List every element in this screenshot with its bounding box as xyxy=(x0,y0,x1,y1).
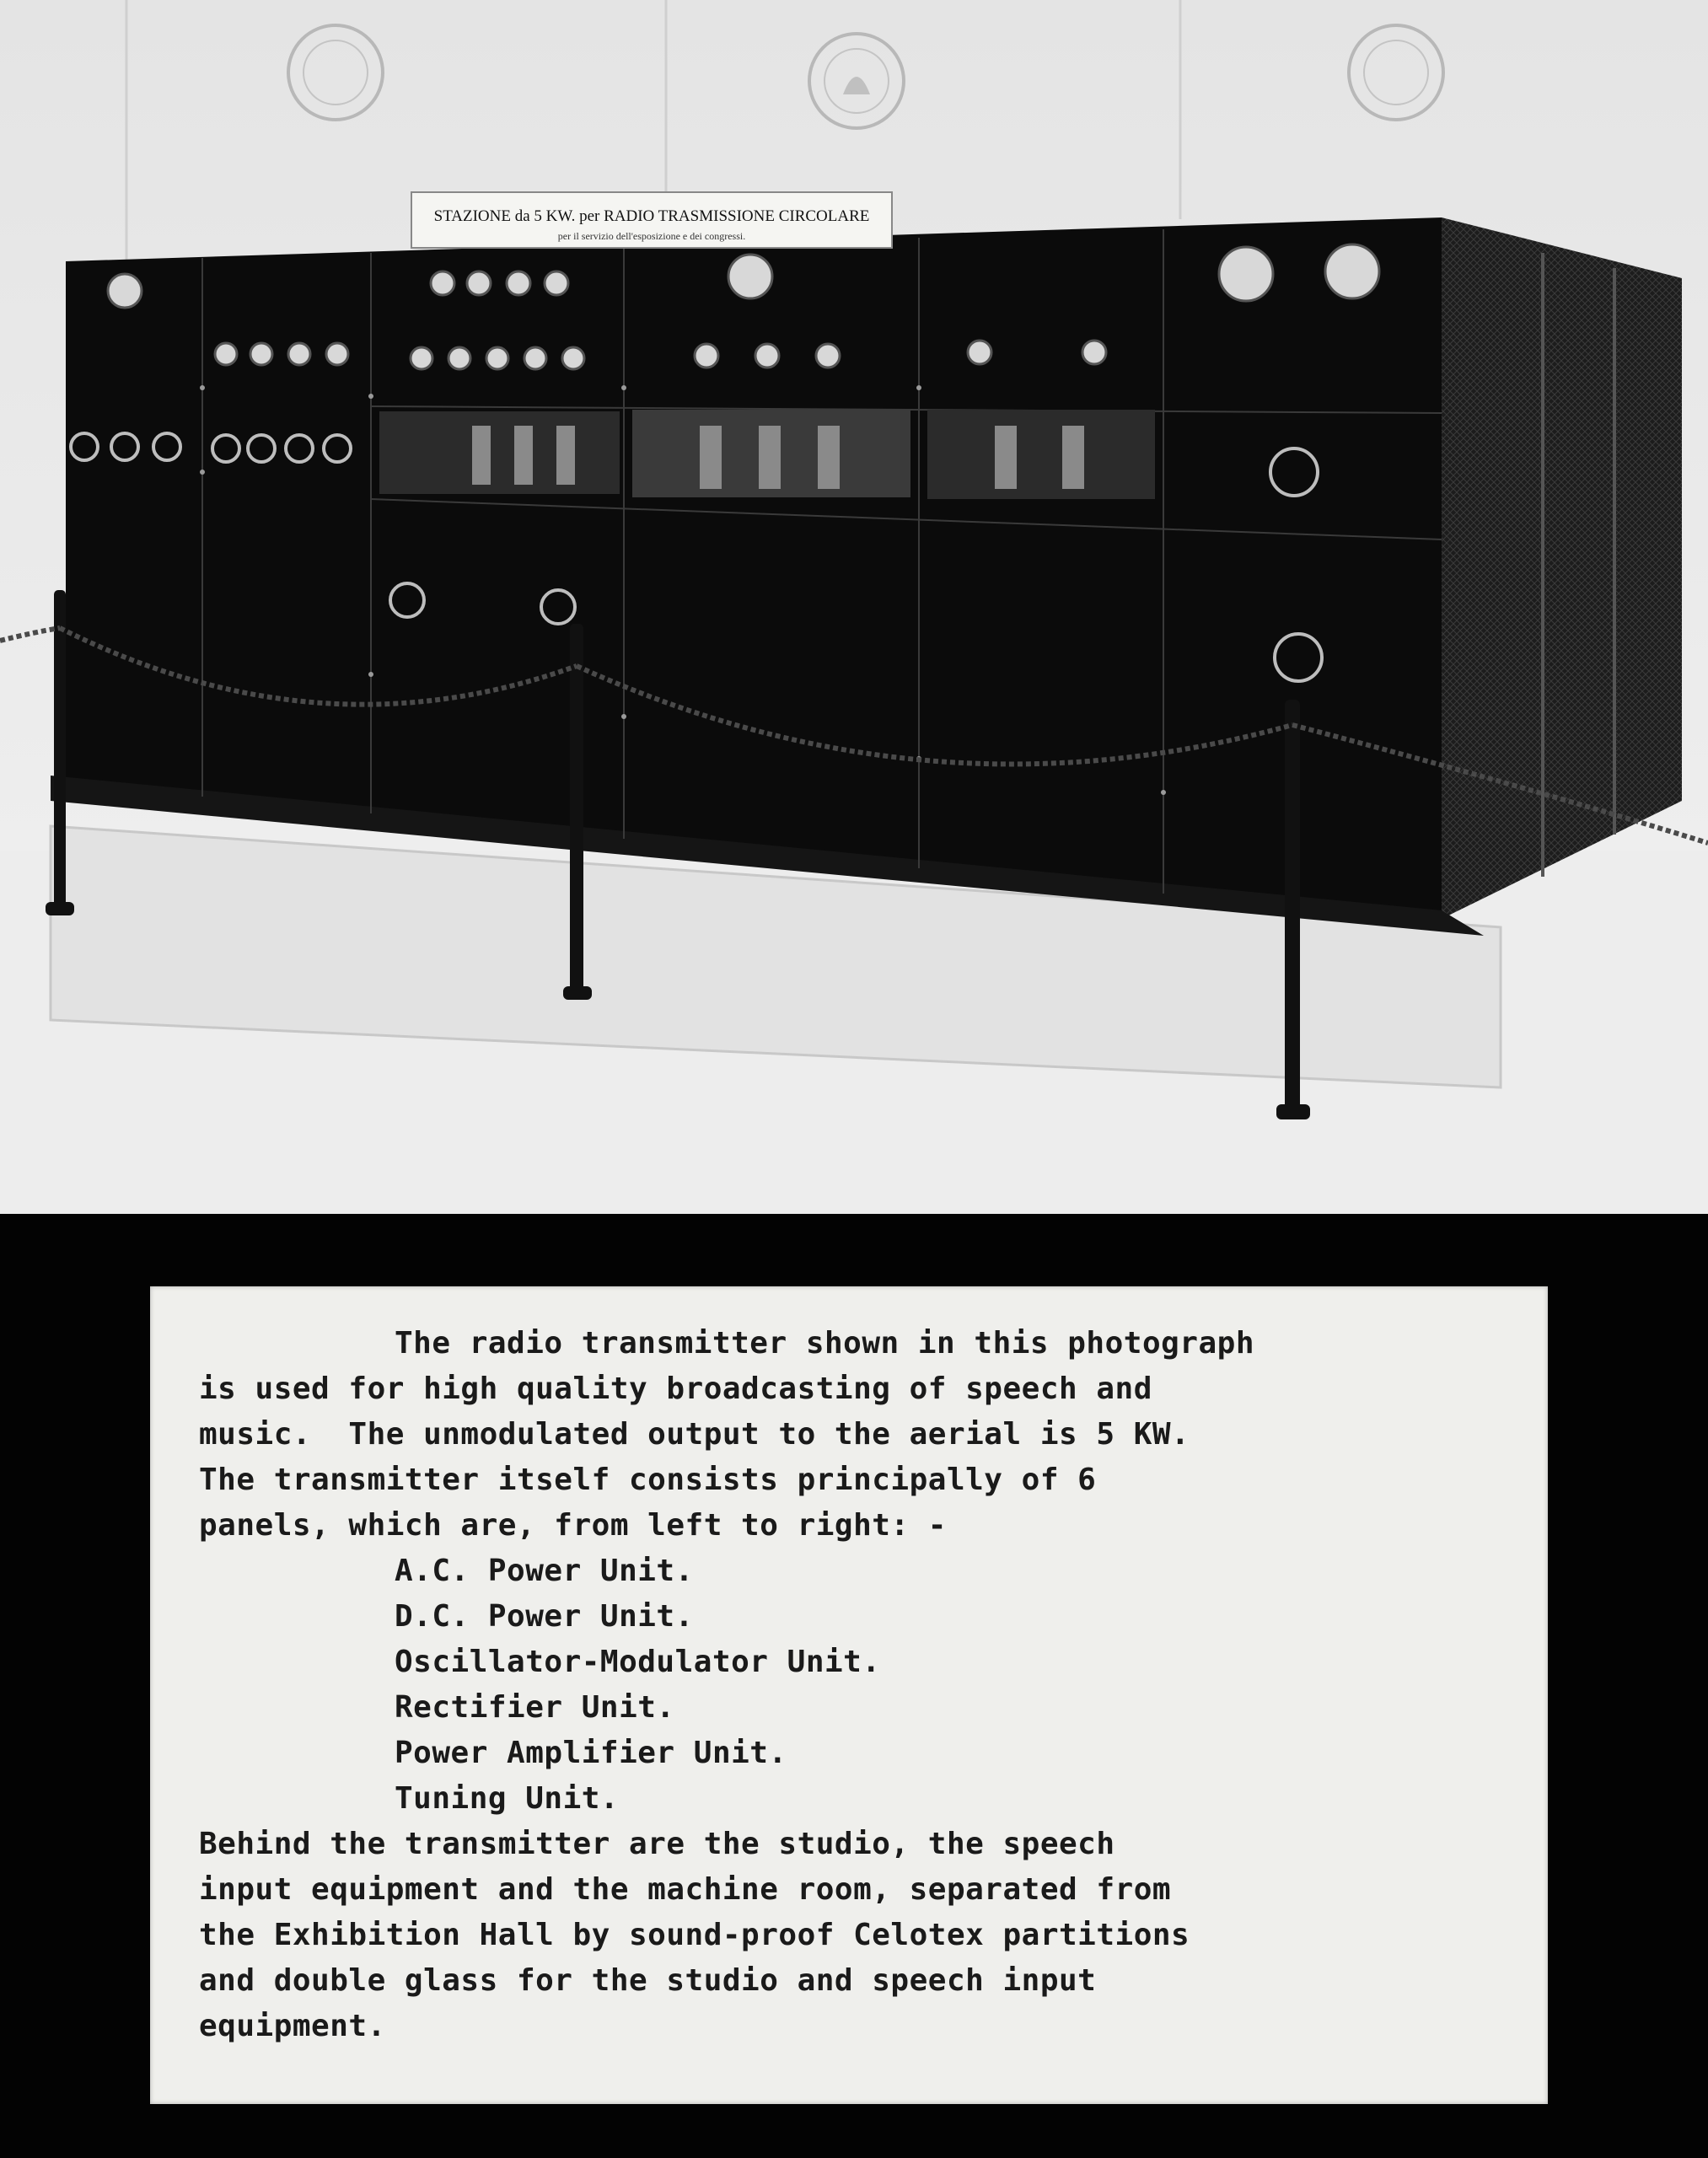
caption-line: is used for high quality broadcasting of speech and xyxy=(199,1372,1152,1406)
caption-line: input equipment and the machine room, separated from xyxy=(199,1872,1172,1907)
caption-line: The radio transmitter shown in this photograph xyxy=(395,1326,1254,1361)
unit-list-item: Tuning Unit. xyxy=(395,1781,620,1816)
caption-line: Behind the transmitter are the studio, the speech xyxy=(199,1827,1115,1861)
sign-title: STAZIONE da 5 KW. per RADIO TRASMISSIONE CIRCOLARE xyxy=(433,207,870,225)
caption-line: the Exhibition Hall by sound-proof Celotex partitions xyxy=(199,1918,1190,1952)
unit-list-item: Rectifier Unit. xyxy=(395,1690,675,1725)
caption-line: The transmitter itself consists principally of 6 xyxy=(199,1463,1097,1497)
caption-line: and double glass for the studio and speech input xyxy=(199,1963,1097,1998)
sign-subtitle: per il servizio dell'esposizione e dei congressi. xyxy=(557,230,746,242)
unit-list-item: Oscillator-Modulator Unit. xyxy=(395,1645,881,1679)
unit-list-item: A.C. Power Unit. xyxy=(395,1554,694,1588)
unit-list-item: Power Amplifier Unit. xyxy=(395,1736,787,1770)
exhibit-sign xyxy=(411,192,892,248)
caption-line: equipment. xyxy=(199,2009,386,2043)
caption-line: panels, which are, from left to right: - xyxy=(199,1508,947,1543)
typed-caption-card xyxy=(150,1286,1548,2104)
caption-line: music. The unmodulated output to the aerial is 5 KW. xyxy=(199,1417,1190,1452)
caption-background xyxy=(0,1214,1708,2158)
unit-list-item: D.C. Power Unit. xyxy=(395,1599,694,1634)
